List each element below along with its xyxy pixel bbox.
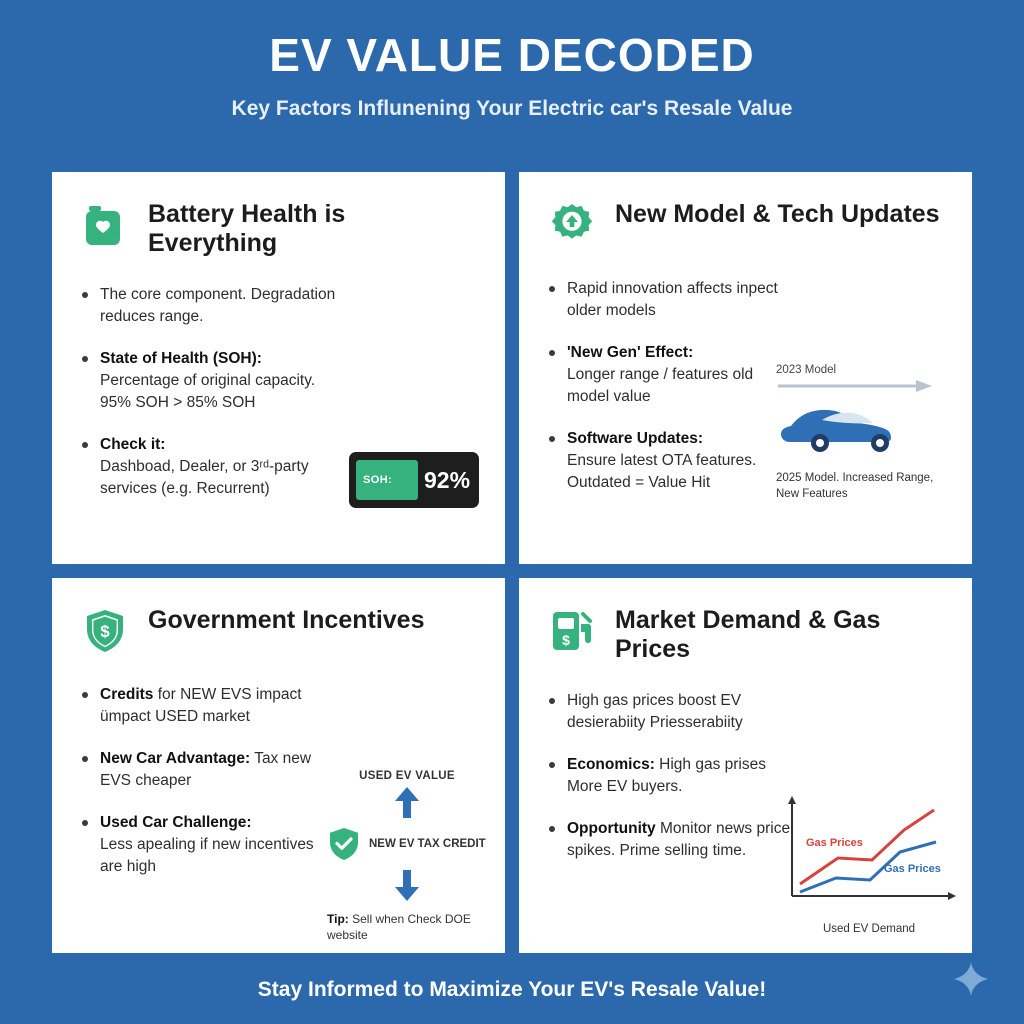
- page-title: EV VALUE DECODED: [269, 29, 755, 81]
- tax-credit-row: [327, 826, 487, 862]
- gear-up-icon: [545, 198, 599, 252]
- card-header: [78, 198, 479, 258]
- tip-text: [327, 912, 487, 943]
- bullet-text: for NEW EVS impact ümpact USED market: [100, 686, 302, 725]
- bullet-text: Longer range / features old model value: [567, 366, 754, 405]
- bullet-strong: Credits: [100, 686, 154, 703]
- series-label-blue: Gas Prices: [884, 863, 941, 875]
- car-illustration: [776, 398, 946, 460]
- soh-gauge: [356, 460, 418, 500]
- card-header: [545, 198, 946, 252]
- bullet-text: Rapid innovation affects inpect older models: [567, 280, 778, 319]
- header: [0, 0, 1024, 121]
- list-item: [78, 348, 340, 414]
- bullet-strong: State of Health (SOH):: [100, 350, 262, 367]
- gas-price-chart: [776, 796, 962, 935]
- tip-strong: Tip:: [327, 912, 349, 926]
- svg-text:$: $: [562, 632, 570, 648]
- list-item: [78, 284, 340, 328]
- bullet-strong: Opportunity: [567, 820, 656, 837]
- soh-value: 92%: [424, 466, 471, 493]
- arrow-up-icon: [394, 786, 420, 820]
- list-item: [78, 748, 330, 792]
- list-item: [545, 690, 797, 734]
- card-government-incentives: [52, 578, 505, 953]
- shield-dollar-icon: [78, 604, 132, 658]
- card-bullets: [545, 278, 793, 494]
- cards-grid: [52, 172, 972, 947]
- bullet-text: Dashboad, Dealer, or 3ʳᵈ-party services (e.g. Recurrent): [100, 458, 309, 497]
- list-item: [545, 278, 793, 322]
- shield-check-icon: [327, 826, 361, 862]
- arrow-down-icon: [394, 868, 420, 902]
- card-title: Battery Health is Everything: [148, 200, 346, 257]
- model-progress-graphic: [776, 364, 954, 502]
- bullet-text: High gas prises More EV buyers.: [567, 756, 766, 795]
- card-header: [78, 604, 479, 658]
- list-item: [545, 428, 793, 494]
- bullet-text: Ensure latest OTA features. Outdated = Value Hit: [567, 452, 757, 491]
- bullet-text: High gas prices boost EV desierabiity Priesserabiity: [567, 692, 743, 731]
- incentive-flow-graphic: [327, 770, 487, 943]
- card-title: Government Incentives: [148, 606, 425, 634]
- tax-credit-label: NEW EV TAX CREDIT: [369, 837, 486, 850]
- bullet-strong: Economics:: [567, 756, 655, 773]
- bullet-text: Monitor news price spikes. Prime selling time.: [567, 820, 791, 859]
- card-bullets: [78, 284, 340, 500]
- list-item: [78, 812, 330, 878]
- series-label-red: Gas Prices: [806, 837, 863, 849]
- page-subtitle: Key Factors Influnening Your Electric car's Resale Value: [231, 96, 793, 120]
- card-new-model-tech: [519, 172, 972, 564]
- bullet-text: The core component. Degradation reduces range.: [100, 286, 336, 325]
- old-model-label: 2023 Model: [776, 364, 837, 376]
- soh-label: SOH:: [363, 474, 393, 486]
- gas-pump-icon: [545, 604, 599, 658]
- card-bullets: [545, 690, 797, 862]
- bullet-text: Tax new EVS cheaper: [100, 750, 312, 789]
- card-title: New Model & Tech Updates: [615, 200, 940, 228]
- bullet-text: Percentage of original capacity. 95% SOH > 85% SOH: [100, 372, 316, 411]
- bullet-strong: Check it:: [100, 436, 166, 453]
- card-bullets: [78, 684, 330, 878]
- sparkle-icon: [954, 962, 988, 996]
- bullet-strong: Software Updates:: [567, 430, 704, 447]
- chart-xaxis-label: Used EV Demand: [822, 923, 916, 935]
- card-battery-health: [52, 172, 505, 564]
- tip-body: Sell when Check DOE website: [327, 912, 471, 942]
- bullet-text: Less apealing if new incentives are high: [100, 836, 314, 875]
- list-item: [545, 342, 793, 408]
- card-market-demand: [519, 578, 972, 953]
- footer-text: Stay Informed to Maximize Your EV's Resale Value!: [257, 978, 767, 1001]
- bullet-strong: Used Car Challenge:: [100, 814, 252, 831]
- svg-text:$: $: [100, 622, 110, 641]
- arrow-right-icon: [776, 379, 936, 393]
- soh-display: [349, 452, 479, 508]
- used-ev-value-label: USED EV VALUE: [359, 770, 455, 782]
- list-item: [78, 434, 340, 500]
- battery-heart-icon: [78, 198, 132, 252]
- card-header: [545, 604, 946, 664]
- list-item: [78, 684, 330, 728]
- bullet-strong: 'New Gen' Effect:: [567, 344, 694, 361]
- new-model-caption: 2025 Model. Increased Range, New Features: [776, 472, 934, 500]
- bullet-strong: New Car Advantage:: [100, 750, 251, 767]
- list-item: [545, 818, 797, 862]
- card-title: Market Demand & Gas Prices: [615, 606, 881, 663]
- list-item: [545, 754, 797, 798]
